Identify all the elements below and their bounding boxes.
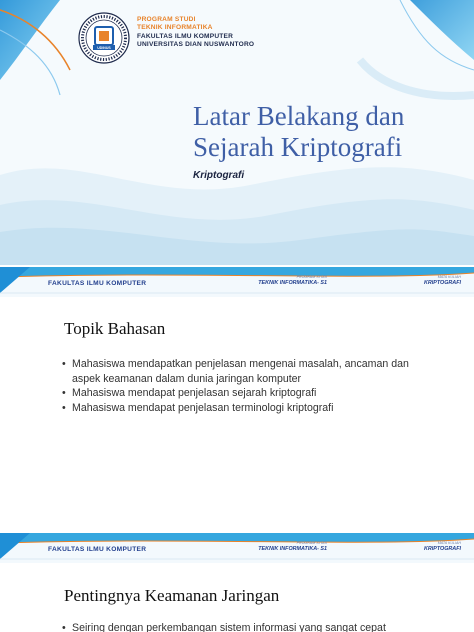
penting-slide bbox=[0, 533, 474, 632]
list-item: • Seiring dengan perkembangan sistem informasi yang sangat cepat bbox=[62, 621, 434, 632]
institution-block bbox=[137, 16, 254, 50]
section-title: Pentingnya Keamanan Jaringan bbox=[64, 586, 280, 605]
slide-title: Latar Belakang dan Sejarah Kriptografi bbox=[193, 101, 405, 162]
topik-slide bbox=[0, 267, 474, 532]
bullet-list bbox=[62, 621, 434, 632]
header-program-label: PROGRAM STUDI bbox=[296, 541, 327, 545]
header-program bbox=[237, 275, 327, 287]
header-program-value: TEKNIK INFORMATIKA- S1 bbox=[258, 546, 327, 552]
program-label: PROGRAM STUDI bbox=[137, 16, 196, 23]
header-course-label: MATA KULIAH bbox=[437, 541, 461, 545]
header-course-value: KRIPTOGRAFI bbox=[423, 546, 461, 552]
university-name: UNIVERSITAS DIAN NUSWANTORO bbox=[137, 41, 255, 49]
header-program-value: TEKNIK INFORMATIKA- S1 bbox=[258, 280, 327, 286]
slide-header-bar bbox=[0, 533, 474, 563]
title-slide bbox=[0, 0, 474, 265]
slide-subtitle: Kriptografi bbox=[193, 170, 245, 181]
header-faculty: FAKULTAS ILMU KOMPUTER bbox=[48, 546, 147, 553]
udinus-logo bbox=[78, 12, 130, 64]
slide-header-bar bbox=[0, 267, 474, 297]
header-course bbox=[370, 275, 461, 287]
list-item: • Mahasiswa mendapatkan penjelasan mengenai masalah, ancaman dan aspek keamanan dalam dunia jaringan komputer bbox=[62, 357, 434, 386]
bullet-list bbox=[62, 357, 434, 415]
list-item: • Mahasiswa mendapat penjelasan sejarah kriptografi bbox=[62, 386, 434, 401]
program-name: TEKNIK INFORMATIKA bbox=[137, 24, 213, 32]
header-program-label: PROGRAM STUDI bbox=[296, 275, 327, 279]
svg-text:UDINUS: UDINUS bbox=[97, 46, 111, 50]
list-item: • Mahasiswa mendapat penjelasan terminologi kriptografi bbox=[62, 401, 434, 416]
section-title: Topik Bahasan bbox=[64, 319, 166, 338]
header-program bbox=[237, 541, 327, 553]
header-course bbox=[370, 541, 461, 553]
header-course-value: KRIPTOGRAFI bbox=[423, 280, 461, 286]
header-course-label: MATA KULIAH bbox=[437, 275, 461, 279]
header-faculty: FAKULTAS ILMU KOMPUTER bbox=[48, 280, 147, 287]
faculty-name: FAKULTAS ILMU KOMPUTER bbox=[137, 32, 234, 40]
